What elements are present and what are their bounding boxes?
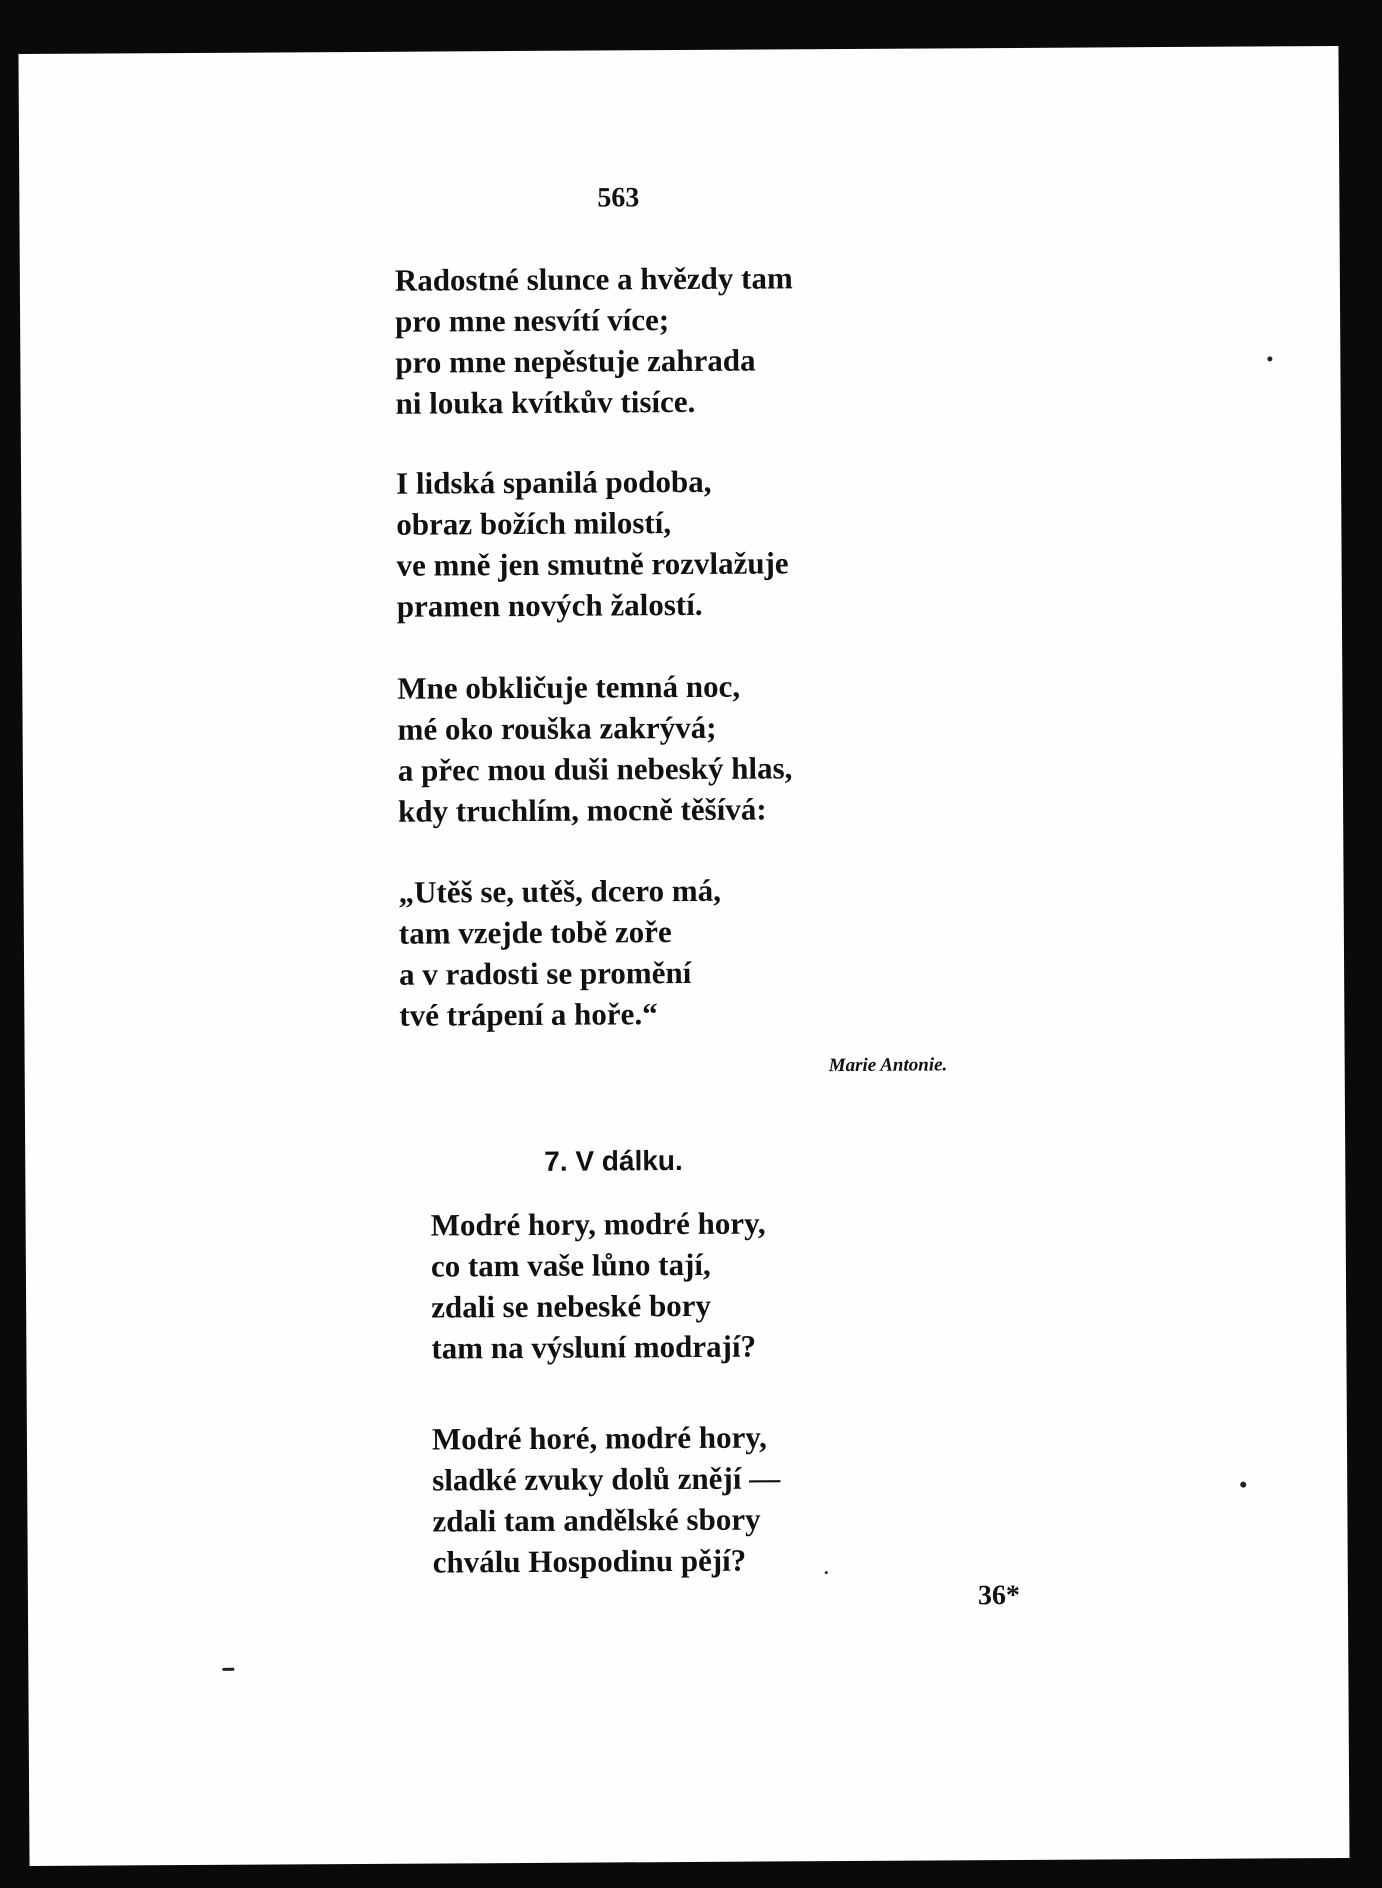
verse-line: „Utěš se, utěš, dcero má, [398, 872, 721, 910]
verse-line: Mne obkličuje temná noc, [397, 668, 741, 706]
verse-line: Modré horé, modré hory, [431, 1419, 767, 1457]
verse-line: sladké zvuky dolů znějí — [432, 1460, 781, 1498]
verse-line: tam vzejde tobě zoře [398, 914, 672, 951]
verse-line: mé oko rouška zakrývá; [397, 709, 717, 747]
poem-stanza [397, 665, 792, 831]
verse-line: co tam vaše lůno tají, [430, 1246, 711, 1284]
verse-line: I lidská spanilá podoba, [395, 463, 712, 501]
verse-line: zdali se nebeské bory [431, 1287, 712, 1325]
verse-line: a v radosti se promění [398, 954, 692, 992]
verse-line: ni louka kvítkův tisíce. [395, 383, 696, 421]
verse-line: obraz božích milostí, [396, 505, 672, 542]
scan-speck [825, 1571, 828, 1574]
verse-line: chválu Hospodinu pějí? [432, 1542, 747, 1580]
page-number: 563 [597, 182, 640, 214]
verse-line: pramen nových žalostí. [396, 586, 703, 624]
verse-line: Modré hory, modré hory, [430, 1205, 766, 1243]
verse-line: a přec mou duši nebeský hlas, [397, 750, 793, 788]
poem-stanza [398, 870, 721, 1036]
verse-line: zdali tam andělské sbory [432, 1501, 761, 1539]
section-title: 7. V dálku. [544, 1145, 683, 1177]
verse-line: Radostné slunce a hvězdy tam [394, 260, 793, 298]
scan-speck [1240, 1482, 1246, 1488]
verse-line: pro mne nesvítí více; [395, 302, 670, 339]
poem-stanza [395, 257, 794, 423]
scan-speck [222, 1668, 234, 1671]
poem-stanza [432, 1416, 781, 1582]
book-page [18, 46, 1349, 1866]
scan-speck [1267, 356, 1272, 361]
poem-stanza [396, 460, 789, 626]
verse-line: kdy truchlím, mocně těšívá: [398, 791, 767, 829]
verse-line: tvé trápení a hoře.“ [399, 996, 658, 1033]
verse-line: ve mně jen smutně rozvlažuje [396, 545, 789, 583]
verse-line: tam na výsluní modrají? [431, 1328, 757, 1366]
author-signature: Marie Antonie. [828, 1054, 948, 1077]
verse-line: pro mne nepěstuje zahrada [395, 342, 756, 380]
poem-stanza [431, 1203, 767, 1369]
printer-signature-mark: 36* [977, 1579, 1021, 1612]
